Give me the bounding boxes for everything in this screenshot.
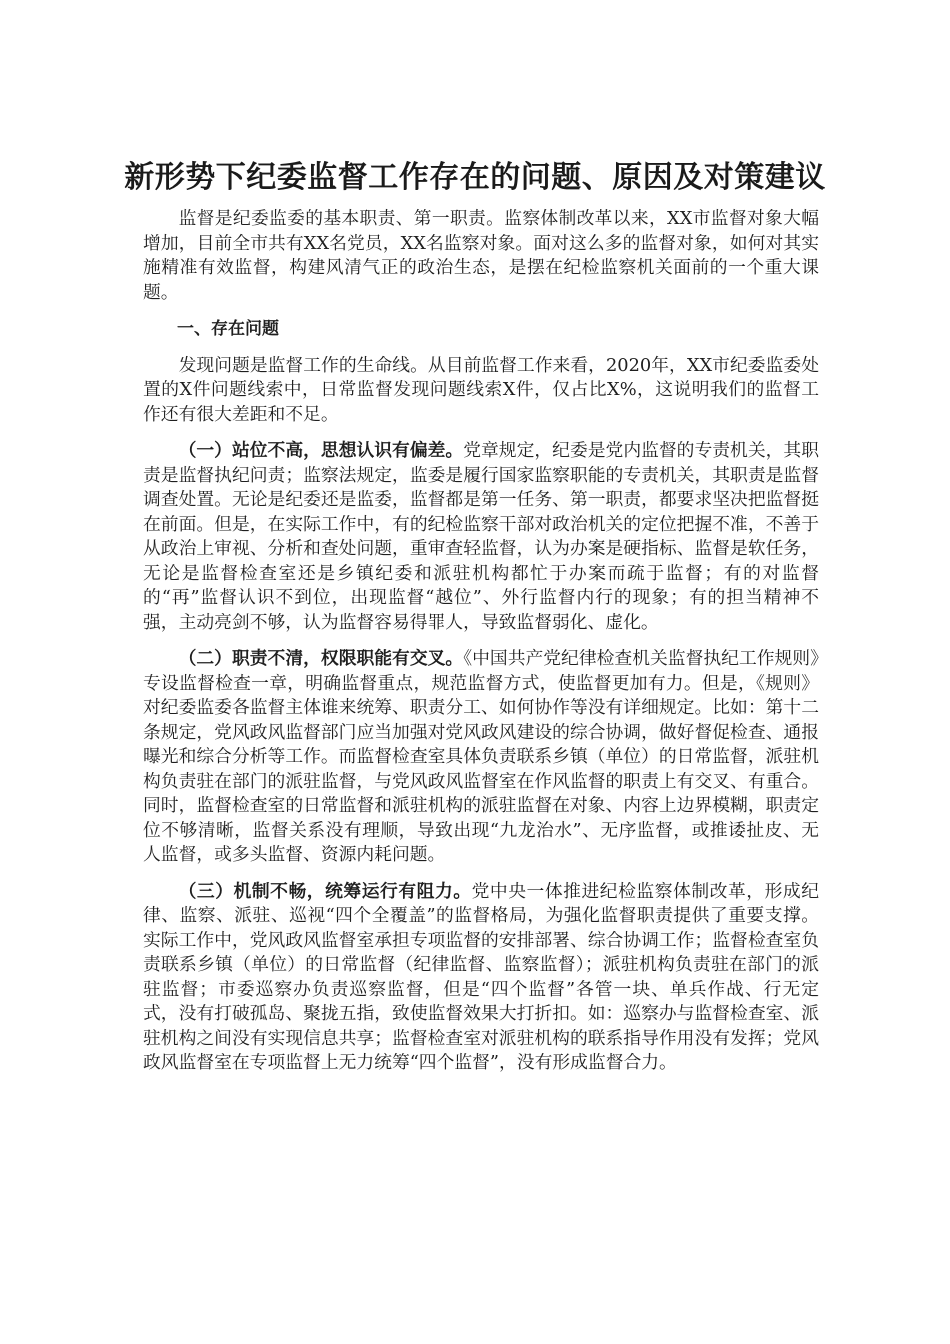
intro-paragraph: 监督是纪委监委的基本职责、第一职责。监察体制改革以来，XX市监督对象大幅增加，目前全市共有XX名党员，XX名监察对象。面对这么多的监督对象，如何对其实施精准有效监督，构建风清气正的政治生态，是摆在纪检监察机关面前的一个重大课题。 [143,208,819,303]
document-body [143,207,819,1088]
section-intro-paragraph: 发现问题是监督工作的生命线。从目前监督工作来看，2020年，XX市纪委监委处置的X件问题线索中，日常监督发现问题线索X件，仅占比X%，这说明我们的监督工作还有很大差距和不足。 [143,354,819,425]
issue-paragraph-2 [143,647,819,868]
issue-text-1: 党章规定，纪委是党内监督的专责机关，其职责是监督执纪问责；监察法规定，监委是履行国家监察职能的专责机关，其职责是监督调查处置。无论是纪委还是监委，监督都是第一任务、第一职责，都要求坚决把监督挺在前面。但是，在实际工作中，有的纪检监察干部对政治机关的定位把握不准，不善于从政治上审视、分析和查处问题，重审查轻监督，认为办案是硬指标、监督是软任务，无论是监督检查室还是乡镇纪委和派驻机构都忙于办案而疏于监督；有的对监督的“再”监督认识不到位，出现监督“越位”、外行监督内行的现象；有的担当精神不强，主动亮剑不够，认为监督容易得罪人，导致监督弱化、虚化。 [143,440,819,633]
issue-paragraph-1 [143,439,819,635]
issue-paragraph-3 [143,880,819,1076]
issue-lead-2: （二）职责不清，权限职能有交叉。 [178,648,464,669]
issue-lead-3: （三）机制不畅，统筹运行有阻力。 [178,880,472,902]
section-heading: 一、存在问题 [177,319,279,339]
issue-text-2: 《中国共产党纪律检查机关监督执纪工作规则》专设监督检查一章，明确监督重点，规范监督方式，使监督更加有力。但是，《规则》对纪委监委各监督主体谁来统筹、职责分工、如何协作等没有详细规定。比如：第十二条规定，党风政风监督部门应当加强对党风政风建设的综合协调，做好督促检查、通报曝光和综合分析等工作。而监督检查室具体负责联系乡镇（单位）的日常监督，派驻机构负责驻在部门的派驻监督，与党风政风监督室在作风监督的职责上有交叉、有重合。同时，监督检查室的日常监督和派驻机构的派驻监督在对象、内容上边界模糊，职责定位不够清晰，监督关系没有理顺，导致出现“九龙治水”、无序监督，或推诿扯皮、无人监督，或多头监督、资源内耗问题。 [143,648,819,865]
issue-text-3: 党中央一体推进纪检监察体制改革，形成纪律、监察、派驻、巡视“四个全覆盖”的监督格局，为强化监督职责提供了重要支撑。实际工作中，党风政风监督室承担专项监督的安排部署、综合协调工作；监督检查室负责联系乡镇（单位）的日常监督（纪律监督、监察监督）；派驻机构负责驻在部门的派驻监督；市委巡察办负责巡察监督，但是“四个监督”各管一块、单兵作战、行无定式，没有打破孤岛、聚拢五指，致使监督效果大打折扣。如：巡察办与监督检查室、派驻机构之间没有实现信息共享；监督检查室对派驻机构的联系指导作用没有发挥；党风政风监督室在专项监督上无力统筹“四个监督”，没有形成监督合力。 [143,880,819,1073]
issue-lead-1: （一）站位不高，思想认识有偏差。 [178,440,464,461]
document-title: 新形势下纪委监督工作存在的问题、原因及对策建议 [124,160,826,195]
